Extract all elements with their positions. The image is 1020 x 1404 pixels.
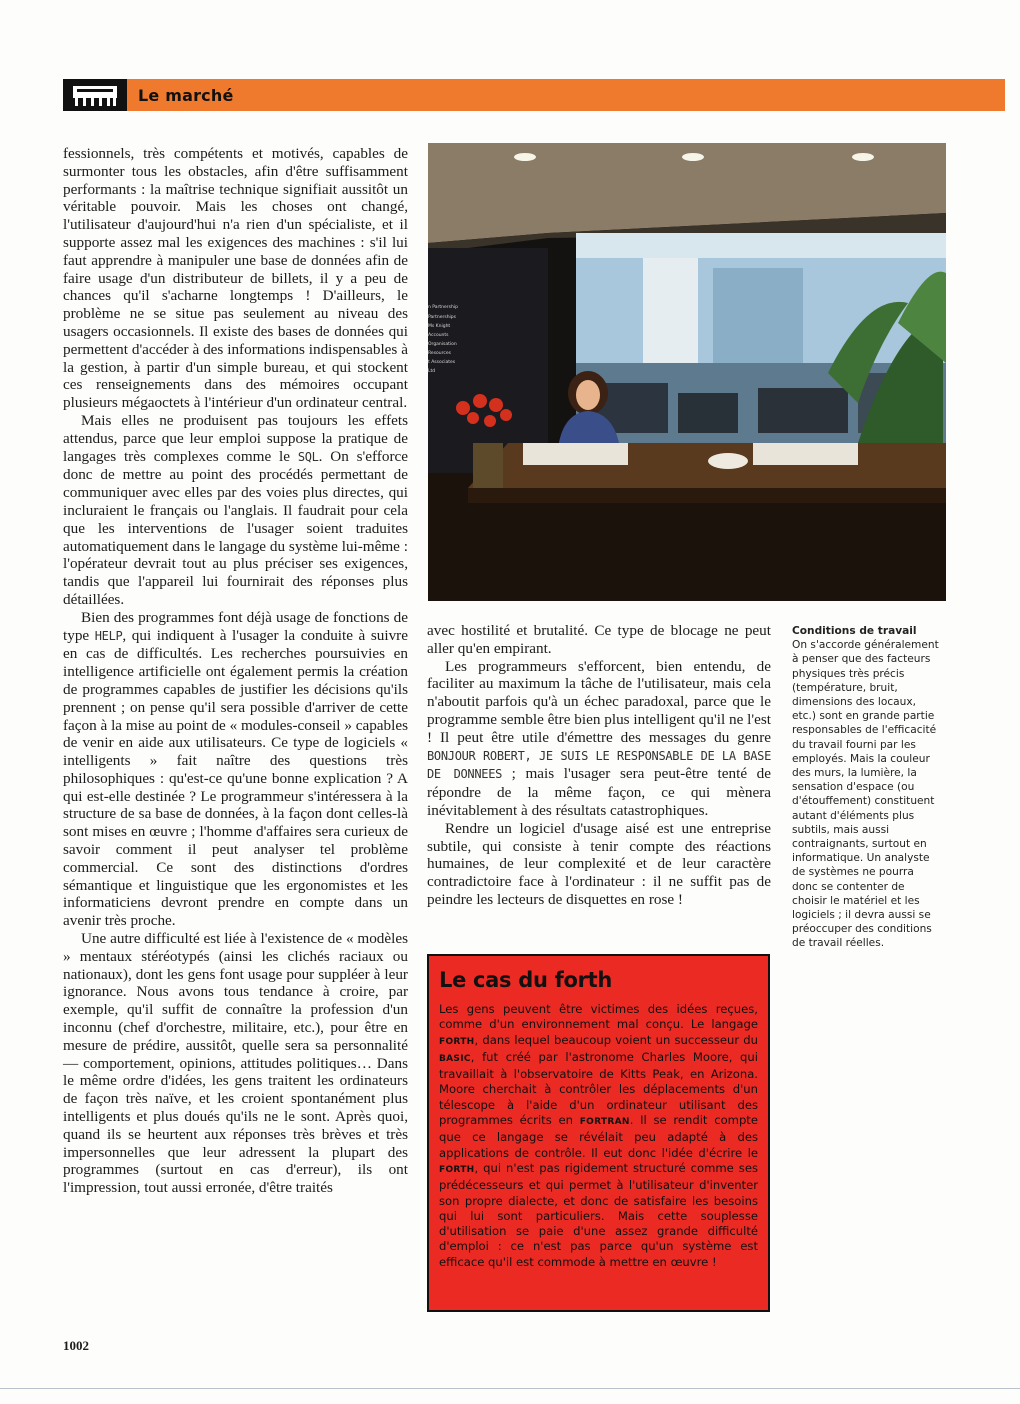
wall-sign-text: n Partnership bbox=[428, 305, 458, 310]
language-name: FORTH bbox=[439, 1036, 475, 1047]
box-title: Le cas du forth bbox=[439, 968, 613, 992]
page-bottom-rule bbox=[0, 1388, 1020, 1389]
article-paragraph: fessionnels, très compétents et motivés, capables de surmonter tous les obstacles, afin d'être suffisamment performants : la maîtrise technique signifiait aussitôt un véritable pouvoir. Mais les choses ont changé, l'utilisateur d'aujourd'hui n'a rien d'un spécialiste, et il supporte assez mal les exigences des machines : s'il lui faut apprendre à manipuler une base de données afin de faire usage d'un distributeur de billets, il y a peu de chances qu'il s'acharne longtemps ! D'ailleurs, le problème ne se situe pas seulement au niveau des usagers occasionnels. Il existe des bases de données qui permettent d'accéder à des informations indispensables à la gestion, à partir d'un simple bureau, et qui stockent ces renseignements dans des mémoires occupant plusieurs mégaoctets à l'intérieur d'un ordinateur central. bbox=[63, 145, 408, 412]
wall-sign-text: Ltd bbox=[428, 369, 436, 374]
code-message: BONJOUR ROBERT, JE SUIS LE RESPONSABLE DE LA BASE DE DONNEES bbox=[427, 748, 771, 782]
language-name: FORTH bbox=[439, 1164, 475, 1175]
wall-sign-text: Resources bbox=[428, 351, 451, 356]
sidebar-note bbox=[792, 624, 942, 951]
box-text: Les gens peuvent être victimes des idées reçues, comme d'un environnement mal conçu. Le langage FORTH, dans lequel beaucoup voient un successeur du BASIC, fut créé par l'astronome Charles Moore, qui travaillait à l'observatoire de Kitts Peak, en Arizona. Moore cherchait à contrôler les déplacements d'un télescope à l'aide d'un ordinateur utilisant des programmes écrits en FORTRAN. Il se rendit compte que ce langage se révélait peu adapté à des applications de contrôle. Il eut donc l'idée d'écrire le FORTH, qui n'est pas rigidement structuré comme ses prédécesseurs et qui permet à l'utilisateur d'inventer son propre dialecte, et donc de satisfaire les besoins qui lui sont particuliers. Mais cette souplesse d'utilisation se paie d'une assez grande difficulté d'emploi : ce n'est pas parce qu'un système est efficace qu'il est commode à mettre en œuvre ! bbox=[439, 1002, 758, 1269]
wall-sign-text: Organisation bbox=[428, 342, 457, 347]
sidebar-title: Conditions de travail bbox=[792, 625, 917, 637]
wall-sign-text: Partnerships bbox=[428, 315, 457, 320]
computer-section-icon bbox=[63, 79, 127, 111]
sidebar-text: On s'accorde généralement à penser que des facteurs physiques très précis (température, bruit, dimensions des locaux, etc.) sont en grande partie responsables de l'efficacité du travail fourni par les employés. Mais la couleur des murs, la lumière, la sensation d'espace (ou d'étouffement) constituent autant d'éléments plus subtils, mais aussi contraignants, surtout en informatique. Un analyste de systèmes ne pourra donc se contenter de choisir le matériel et les logiciels ; il devra aussi se préoccuper des conditions de travail réelles. bbox=[792, 639, 939, 950]
code-term: SQL bbox=[297, 449, 319, 464]
language-name: FORTRAN bbox=[579, 1117, 630, 1128]
article-left-column bbox=[63, 145, 408, 1197]
section-title: Le marché bbox=[138, 86, 234, 105]
forth-info-box bbox=[427, 954, 770, 1312]
language-name: BASIC bbox=[439, 1053, 471, 1064]
article-paragraph: Une autre difficulté est liée à l'existence de « modèles » mentaux stéréotypés (ainsi les clichés raciaux ou nationaux), dont les gens font usage pour suppléer à leur ignorance. Nous avons tous tendance à croire, par exemple, qu'il suffit de connaître la profession d'un inconnu (chef d'orchestre, militaire, etc.), pour être en mesure de prédire, aussitôt, quelle sera sa personnalité — comportement, opinions, attitudes politiques… Dans le même ordre d'idées, les gens traitent les ordinateurs de façon très naïve, et les croient spontanément plus intelligents et plus doués qu'ils ne le sont. Après quoi, quand ils se heurtent aux réponses très brèves et très impersonnelles que leur adressent la plupart des programmes (surtout en cas d'erreur), ils ont l'impression, tout aussi erronée, d'être traités bbox=[63, 930, 408, 1197]
article-paragraph: Bien des programmes font déjà usage de fonctions de type HELP, qui indiquent à l'usager la conduite à suivre en cas de difficultés. Les recherches poursuivies en intelligence artificielle ont également permis la création de programmes capables de justifier les décisions qu'ils prennent ; on pense qu'il sera possible d'arriver de cette façon à la mise au point de « modules-conseil » capables de venir en aide aux utilisateurs. Ce type de logiciels « intelligents » fait naître des questions très philosophiques : qu'est-ce qu'une bonne explication ? A qui est-elle destinée ? Le programmeur s'intéressera à la structure de sa base de données, à la façon dont celles-là sont mises en œuvre ; l'homme d'affaires sera curieux de savoir comment il peut analyser tel problème commercial. Ce sont des distinctions d'ordres sémantique et linguistique que les ergonomistes et les informaticiens devront prendre en compte dans un avenir très proche. bbox=[63, 608, 408, 930]
wall-sign-text: Ms Knight bbox=[428, 324, 451, 329]
page-number: 1002 bbox=[63, 1338, 89, 1353]
wall-sign-text: Accounts bbox=[428, 333, 449, 338]
article-middle-column bbox=[427, 622, 771, 909]
article-paragraph: Rendre un logiciel d'usage aisé est une entreprise subtile, qui consiste à tenir compte des réactions humaines, de leur complexité et de leur caractère contradictoire face à l'ordinateur : il ne suffit pas de peindre les lecteurs de disquettes en rose ! bbox=[427, 819, 771, 908]
code-term: HELP bbox=[94, 628, 123, 643]
article-paragraph: avec hostilité et brutalité. Ce type de blocage ne peut aller qu'en empirant. bbox=[427, 622, 771, 657]
article-paragraph: Les programmeurs s'efforcent, bien entendu, de faciliter au maximum la tâche de l'utilisateur, mais cela n'aboutit parfois qu'à un échec paradoxal, parce que le programme semble être bien plus intelligent qu'il ne l'est ! Il peut être utile d'émettre des messages du genre BONJOUR ROBERT, JE SUIS LE RESPONSABLE DE LA BASE DE DONNEES ; mais l'usager sera peut-être tenté de répondre de la même façon, ce qui mènera inévitablement à des résultats catastrophiques. bbox=[427, 657, 772, 819]
office-reception-photo bbox=[428, 143, 946, 601]
wall-sign-text: t Associates bbox=[428, 360, 456, 365]
article-paragraph: Mais elles ne produisent pas toujours les effets attendus, parce que leur emploi suppose la pratique de langages très complexes comme le SQL. On s'efforce donc de mettre au point des procédés permettant de communiquer avec elles par des voies plus directes, qui incluraient le français ou l'anglais. Il faudrait pour cela que les interventions de l'usager soient traduites automatiquement dans le langage du système lui-même : l'opérateur devrait tout au plus préciser ses exigences, tandis que l'appareil lui fournirait des réponses plus détaillées. bbox=[63, 411, 408, 608]
